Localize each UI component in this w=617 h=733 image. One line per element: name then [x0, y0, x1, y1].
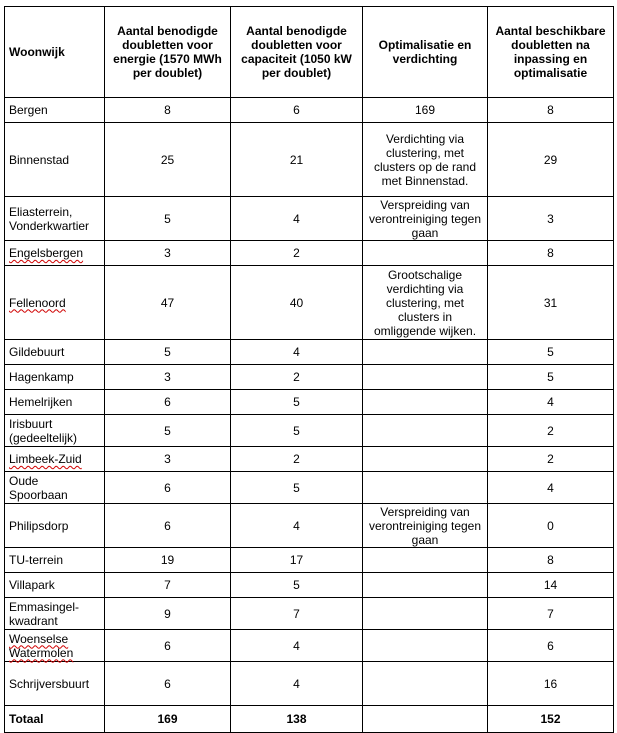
table-row — [5, 123, 614, 197]
cell-optimalisatie — [363, 598, 488, 630]
cell-woonwijk — [5, 630, 105, 662]
cell-woonwijk: Gildebuurt — [5, 340, 105, 365]
cell-woonwijk: Hemelrijken — [5, 390, 105, 415]
total-capaciteit: 138 — [231, 706, 363, 733]
cell-optimalisatie — [363, 415, 488, 447]
cell-woonwijk: Binnenstad — [5, 123, 105, 197]
cell-energie: 19 — [105, 548, 231, 573]
cell-energie: 5 — [105, 340, 231, 365]
cell-woonwijk: Philipsdorp — [5, 504, 105, 548]
cell-woonwijk: Eliasterrein, Vonderkwartier — [5, 197, 105, 241]
cell-energie: 47 — [105, 266, 231, 340]
table-row — [5, 197, 614, 241]
cell-optimalisatie — [363, 573, 488, 598]
cell-beschikbaar: 2 — [488, 447, 614, 472]
cell-beschikbaar: 8 — [488, 98, 614, 123]
cell-capaciteit: 17 — [231, 548, 363, 573]
cell-optimalisatie: Verspreiding van verontreiniging tegen gaan — [363, 504, 488, 548]
cell-capaciteit: 21 — [231, 123, 363, 197]
header-beschikbaar: Aantal beschikbare doubletten na inpassing en optimalisatie — [488, 7, 614, 98]
table-row — [5, 504, 614, 548]
cell-woonwijk: Oude Spoorbaan — [5, 472, 105, 504]
cell-capaciteit: 5 — [231, 472, 363, 504]
cell-beschikbaar: 5 — [488, 340, 614, 365]
header-row — [5, 7, 614, 98]
cell-capaciteit: 4 — [231, 662, 363, 706]
cell-beschikbaar: 29 — [488, 123, 614, 197]
cell-beschikbaar: 6 — [488, 630, 614, 662]
cell-energie: 8 — [105, 98, 231, 123]
cell-beschikbaar: 0 — [488, 504, 614, 548]
cell-optimalisatie — [363, 472, 488, 504]
cell-capaciteit: 4 — [231, 197, 363, 241]
cell-beschikbaar: 4 — [488, 390, 614, 415]
doubletten-table — [4, 6, 614, 733]
cell-energie: 3 — [105, 365, 231, 390]
cell-woonwijk — [5, 241, 105, 266]
table-row — [5, 598, 614, 630]
cell-woonwijk — [5, 447, 105, 472]
cell-capaciteit: 5 — [231, 573, 363, 598]
cell-beschikbaar: 2 — [488, 415, 614, 447]
cell-energie: 6 — [105, 630, 231, 662]
table-row — [5, 98, 614, 123]
cell-capaciteit: 2 — [231, 447, 363, 472]
cell-optimalisatie — [363, 548, 488, 573]
cell-optimalisatie — [363, 447, 488, 472]
cell-beschikbaar: 8 — [488, 548, 614, 573]
cell-energie: 5 — [105, 415, 231, 447]
cell-energie: 6 — [105, 662, 231, 706]
table-row — [5, 630, 614, 662]
header-capaciteit: Aantal benodigde doubletten voor capaciteit (1050 kW per doublet) — [231, 7, 363, 98]
cell-energie: 3 — [105, 447, 231, 472]
cell-beschikbaar: 3 — [488, 197, 614, 241]
table-row — [5, 472, 614, 504]
table-row — [5, 447, 614, 472]
cell-capaciteit: 6 — [231, 98, 363, 123]
table-row — [5, 365, 614, 390]
cell-woonwijk: Emmasingel-kwadrant — [5, 598, 105, 630]
cell-optimalisatie — [363, 630, 488, 662]
table-row — [5, 573, 614, 598]
total-beschikbaar: 152 — [488, 706, 614, 733]
cell-optimalisatie: Verspreiding van verontreiniging tegen gaan — [363, 197, 488, 241]
spellcheck-word: Limbeek-Zuid — [9, 452, 82, 466]
cell-capaciteit: 5 — [231, 390, 363, 415]
cell-beschikbaar: 31 — [488, 266, 614, 340]
cell-woonwijk: Schrijversbuurt — [5, 662, 105, 706]
table-row — [5, 390, 614, 415]
header-energie: Aantal benodigde doubletten voor energie (1570 MWh per doublet) — [105, 7, 231, 98]
cell-capaciteit: 40 — [231, 266, 363, 340]
table-row — [5, 415, 614, 447]
total-row — [5, 706, 614, 733]
cell-capaciteit: 4 — [231, 504, 363, 548]
cell-optimalisatie — [363, 662, 488, 706]
cell-beschikbaar: 8 — [488, 241, 614, 266]
cell-beschikbaar: 14 — [488, 573, 614, 598]
cell-optimalisatie — [363, 241, 488, 266]
spellcheck-word: Fellenoord — [9, 295, 66, 310]
cell-capaciteit: 5 — [231, 415, 363, 447]
cell-optimalisatie — [363, 390, 488, 415]
cell-energie: 6 — [105, 390, 231, 415]
table-row — [5, 340, 614, 365]
cell-energie: 9 — [105, 598, 231, 630]
table-row — [5, 548, 614, 573]
cell-capaciteit: 4 — [231, 340, 363, 365]
cell-capaciteit: 2 — [231, 365, 363, 390]
cell-woonwijk: TU-terrein — [5, 548, 105, 573]
total-label: Totaal — [5, 706, 105, 733]
cell-energie: 3 — [105, 241, 231, 266]
cell-optimalisatie — [363, 365, 488, 390]
cell-optimalisatie: Verdichting via clustering, met clusters op de rand met Binnenstad. — [363, 123, 488, 197]
cell-woonwijk: Hagenkamp — [5, 365, 105, 390]
cell-capaciteit: 7 — [231, 598, 363, 630]
total-energie: 169 — [105, 706, 231, 733]
cell-beschikbaar: 5 — [488, 365, 614, 390]
cell-capaciteit: 2 — [231, 241, 363, 266]
cell-optimalisatie: 169 — [363, 98, 488, 123]
cell-beschikbaar: 4 — [488, 472, 614, 504]
spellcheck-word: Engelsbergen — [9, 246, 84, 260]
header-optimalisatie: Optimalisatie en verdichting — [363, 7, 488, 98]
cell-energie: 6 — [105, 504, 231, 548]
cell-beschikbaar: 7 — [488, 598, 614, 630]
cell-beschikbaar: 16 — [488, 662, 614, 706]
cell-woonwijk: Irisbuurt (gedeeltelijk) — [5, 415, 105, 447]
spellcheck-word: Woenselse Watermolen — [9, 631, 74, 660]
cell-energie: 6 — [105, 472, 231, 504]
header-woonwijk: Woonwijk — [5, 7, 105, 98]
table-row — [5, 241, 614, 266]
cell-optimalisatie — [363, 340, 488, 365]
cell-capaciteit: 4 — [231, 630, 363, 662]
cell-energie: 25 — [105, 123, 231, 197]
cell-energie: 5 — [105, 197, 231, 241]
total-optimalisatie — [363, 706, 488, 733]
table-row — [5, 662, 614, 706]
cell-optimalisatie: Grootschalige verdichting via clustering, met clusters in omliggende wijken. — [363, 266, 488, 340]
cell-woonwijk: Villapark — [5, 573, 105, 598]
table-row — [5, 266, 614, 340]
cell-woonwijk: Bergen — [5, 98, 105, 123]
cell-energie: 7 — [105, 573, 231, 598]
cell-woonwijk — [5, 266, 105, 340]
